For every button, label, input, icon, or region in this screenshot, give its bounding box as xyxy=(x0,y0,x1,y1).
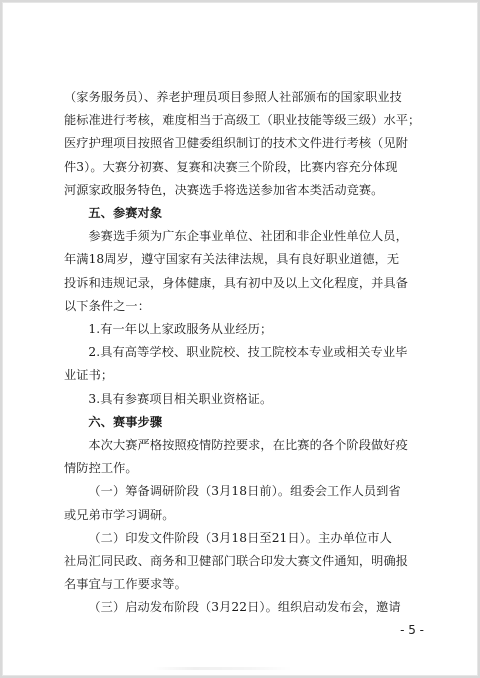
text-line: 2.具有高等学校、职业院校、技工院校本专业或相关专业毕 xyxy=(88,345,408,360)
text-line: （三）启动发布阶段（3月22日）。组织启动发布会，邀请 xyxy=(88,600,401,615)
text-line: 社局汇同民政、商务和卫健部门联合印发大赛文件通知，明确报 xyxy=(64,554,409,569)
page-number: - 5 - xyxy=(400,623,424,637)
text-line: 投诉和违规记录，身体健康，具有初中及以上文化程度，并具备 xyxy=(64,275,409,290)
text-line: 情防控工作。 xyxy=(64,461,138,476)
paragraph-continuation xyxy=(64,86,432,202)
section-heading-steps: 六、赛事步骤 xyxy=(88,414,163,429)
section-heading-participants: 五、参赛对象 xyxy=(88,206,163,221)
condition-item-1: 1.有一年以上家政服务从业经历； xyxy=(88,322,273,337)
text-line: （家务服务员）、养老护理员项目参照人社部颁布的国家职业技 xyxy=(64,90,402,104)
text-line: 以下条件之一： xyxy=(64,298,151,313)
text-line: 年满18周岁，遵守国家有关法律法规，具有良好职业道德，无 xyxy=(64,252,400,267)
condition-item-2 xyxy=(64,341,432,387)
scan-artifact xyxy=(152,667,292,670)
step-item-1 xyxy=(64,480,432,526)
text-line: 件3）。大赛分初赛、复赛和决赛三个阶段，比赛内容充分体现 xyxy=(64,159,398,174)
step-item-3 xyxy=(64,596,432,619)
text-line: 参赛选手须为广东企事业单位、社团和非企业性单位人员， xyxy=(88,229,408,244)
text-line: 河源家政服务特色，决赛选手将选送参加省本类活动竞赛。 xyxy=(64,182,384,197)
text-line: （二）印发文件阶段（3月18日至21日）。主办单位市人 xyxy=(88,530,392,545)
text-line: 名事宜与工作要求等。 xyxy=(64,577,187,592)
text-line: 能标准进行考核，难度相当于高级工（职业技能等级三级）水平； xyxy=(64,113,421,128)
text-line: 本次大赛严格按照疫情防控要求，在比赛的各个阶段做好疫 xyxy=(88,438,408,453)
condition-item-3: 3.具有参赛项目相关职业资格证。 xyxy=(88,391,273,406)
text-line: 或兄弟市学习调研。 xyxy=(64,507,175,522)
step-item-2 xyxy=(64,527,432,597)
document-page xyxy=(2,2,478,676)
document-body xyxy=(64,86,432,620)
paragraph-steps-intro xyxy=(64,434,432,480)
text-line: 业证书； xyxy=(64,368,114,383)
paragraph-participants xyxy=(64,225,432,318)
text-line: （一）筹备调研阶段（3月18日前）。组委会工作人员到省 xyxy=(88,484,401,499)
text-line: 医疗护理项目按照省卫健委组织制订的技术文件进行考核（见附 xyxy=(64,136,409,151)
